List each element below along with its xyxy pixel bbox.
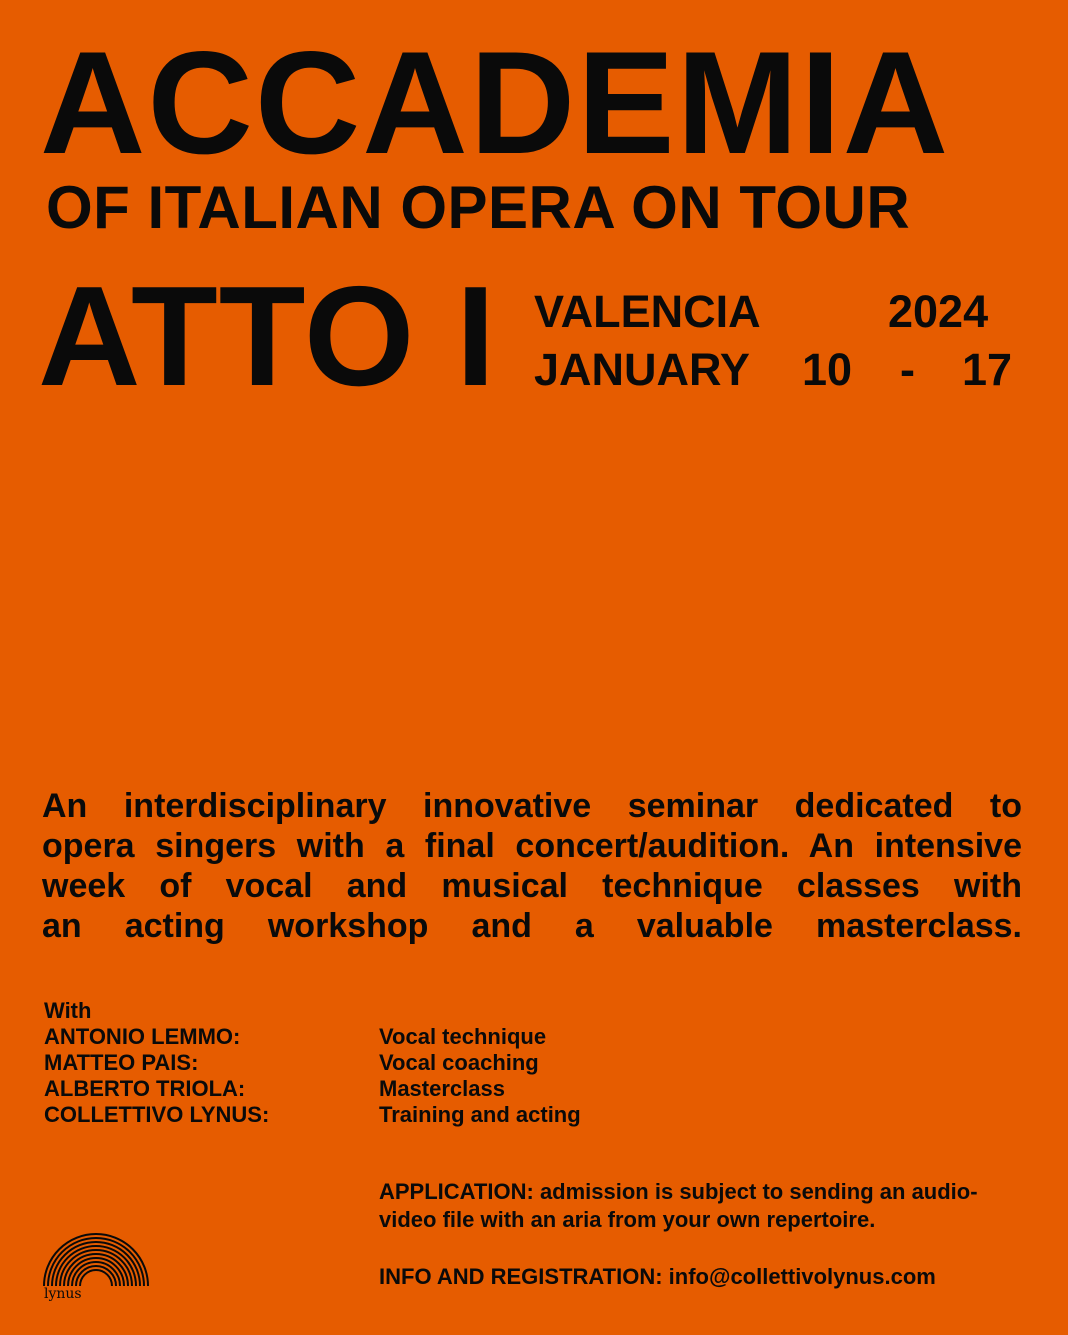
registration-label: INFO AND REGISTRATION:	[379, 1264, 663, 1289]
faculty-row	[44, 1024, 744, 1050]
event-year: 2024	[888, 286, 989, 337]
registration-email[interactable]: info@collettivolynus.com	[668, 1264, 936, 1289]
faculty-list	[44, 1024, 744, 1128]
intro-line: opera singers with a final concert/audition. An intensive	[42, 827, 1022, 865]
act-title-text: ATTO I	[38, 257, 497, 416]
faculty-row	[44, 1050, 744, 1076]
intro-line: an acting workshop and a valuable masterclass.	[42, 907, 1022, 945]
event-date-separator: -	[900, 344, 915, 395]
application-text: admission is subject to sending an audio-video file with an aria from your own repertoire.	[379, 1179, 978, 1232]
event-start-day: 10	[802, 344, 853, 395]
poster-title: ACCADEMIA	[40, 21, 951, 184]
event-month: JANUARY	[534, 344, 750, 395]
poster-subtitle: OF ITALIAN OPERA ON TOUR	[46, 174, 911, 241]
faculty-role: Training and acting	[379, 1102, 581, 1127]
faculty-name: ALBERTO TRIOLA:	[44, 1076, 246, 1101]
faculty-name: MATTEO PAIS:	[44, 1050, 199, 1075]
intro-line: week of vocal and musical technique classes with	[42, 867, 1022, 905]
intro-paragraph	[42, 786, 1022, 946]
faculty-row	[44, 1076, 744, 1102]
faculty-role: Masterclass	[379, 1076, 505, 1101]
event-end-day: 17	[962, 344, 1013, 395]
registration-info	[379, 1263, 1039, 1291]
faculty-label: With	[44, 998, 92, 1023]
application-note	[379, 1178, 1029, 1234]
faculty-name: ANTONIO LEMMO:	[44, 1024, 241, 1049]
logo-wordmark: lynus	[44, 1286, 82, 1302]
faculty-role: Vocal technique	[379, 1024, 547, 1049]
act-title	[38, 257, 497, 416]
event-city: VALENCIA	[534, 286, 761, 337]
faculty-role: Vocal coaching	[379, 1050, 539, 1075]
faculty-name: COLLETTIVO LYNUS:	[44, 1102, 270, 1127]
faculty-row	[44, 1102, 744, 1128]
intro-line: An interdisciplinary innovative seminar dedicated to	[42, 787, 1022, 825]
application-label: APPLICATION:	[379, 1179, 534, 1204]
